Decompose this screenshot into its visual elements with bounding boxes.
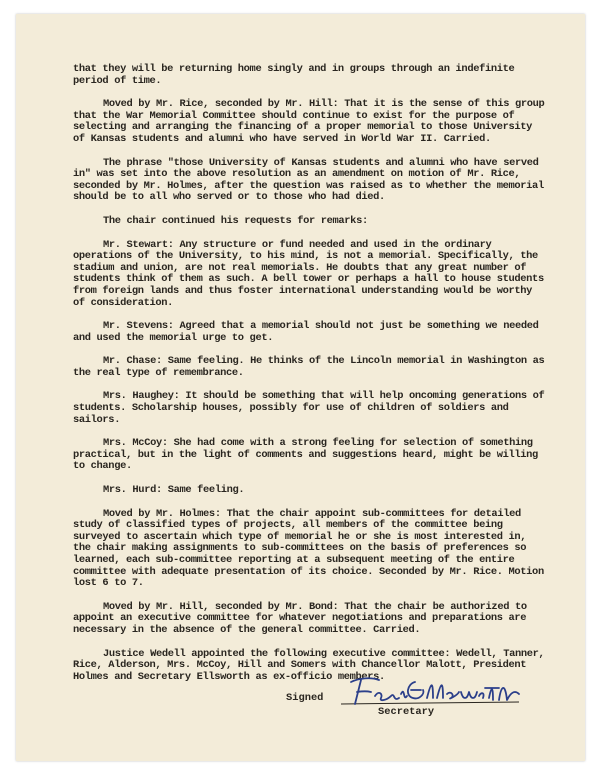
paragraph-hill-motion: Moved by Mr. Hill, seconded by Mr. Bond: That the chair be authorized to appoint an executive committee for whatever negotiations and preparations are necessary in the absence of the general committee. Carried. — [73, 600, 527, 636]
paragraph-chase: Mr. Chase: Same feeling. He thinks of the Lincoln memorial in Washington as the real type of remembrance. — [73, 355, 545, 379]
signature-title: Secretary — [378, 706, 435, 718]
paragraph-chair-remarks: The chair continued his requests for remarks: — [103, 214, 368, 227]
paragraph-stevens: Mr. Stevens: Agreed that a memorial should not just be something we needed and used the memorial urge to get. — [73, 320, 539, 344]
paragraph-stewart: Mr. Stewart: Any structure or fund needed and used in the ordinary operations of the University, to his mind, is not a memorial. Specifically, the stadium and union, are not real memorials. He doubts that any great number of students think of them as such. A bell tower or perhaps a hall to house students from foreign lands and thus foster international understanding would be worthy of consideration. — [73, 238, 544, 309]
paragraph-amendment: The phrase "those University of Kansas students and alumni who have served in" was set into the above resolution as an amendment on motion of Mr. Rice, seconded by Mr. Holmes, after the question was raised as to whether the memorial should be to all who served or to those who had died. — [73, 156, 544, 204]
paragraph-rice-motion: Moved by Mr. Rice, seconded by Mr. Hill: That it is the sense of this group that the War Memorial Committee should continue to exist for the purpose of selecting and arranging the financing of a proper memorial to those University of Kansas students and alumni who have served in World War II. Carried. — [73, 98, 545, 145]
paragraph-haughey: Mrs. Haughey: It should be something that will help oncoming generations of students. Scholarship houses, possibly for use of children of soldiers and sailors. — [73, 390, 545, 426]
paragraph-holmes-motion: Moved by Mr. Holmes: That the chair appoint sub-committees for detailed study of classified types of projects, all members of the committee being surveyed to ascertain which type of memorial he or she is most interested in, the chair making assignments to sub-committees on the basis of preferences so learned, each sub-committee reporting at a subsequent meeting of the entire committee with adequate presentation of its choice. Seconded by Mr. Rice. Motion lost 6 to 7. — [73, 507, 544, 590]
handwritten-signature — [341, 674, 531, 710]
paragraph-hurd: Mrs. Hurd: Same feeling. — [103, 484, 245, 497]
paragraph-mccoy: Mrs. McCoy: She had come with a strong feeling for selection of something practical, but in the light of comments and suggestions heard, might be willing to change. — [73, 437, 538, 473]
document-page — [16, 14, 585, 761]
paragraph-executive-committee: Justice Wedell appointed the following executive committee: Wedell, Tanner, Rice, Alderson, Mrs. McCoy, Hill and Somers with Chancellor Malott, President Holmes and Secretary Ellsworth as ex-officio members. — [73, 647, 545, 683]
minutes-body — [73, 64, 545, 695]
signed-label: Signed — [286, 692, 324, 704]
paragraph-continuation: that they will be returning home singly and in groups through an indefinite period of time. — [73, 63, 515, 87]
